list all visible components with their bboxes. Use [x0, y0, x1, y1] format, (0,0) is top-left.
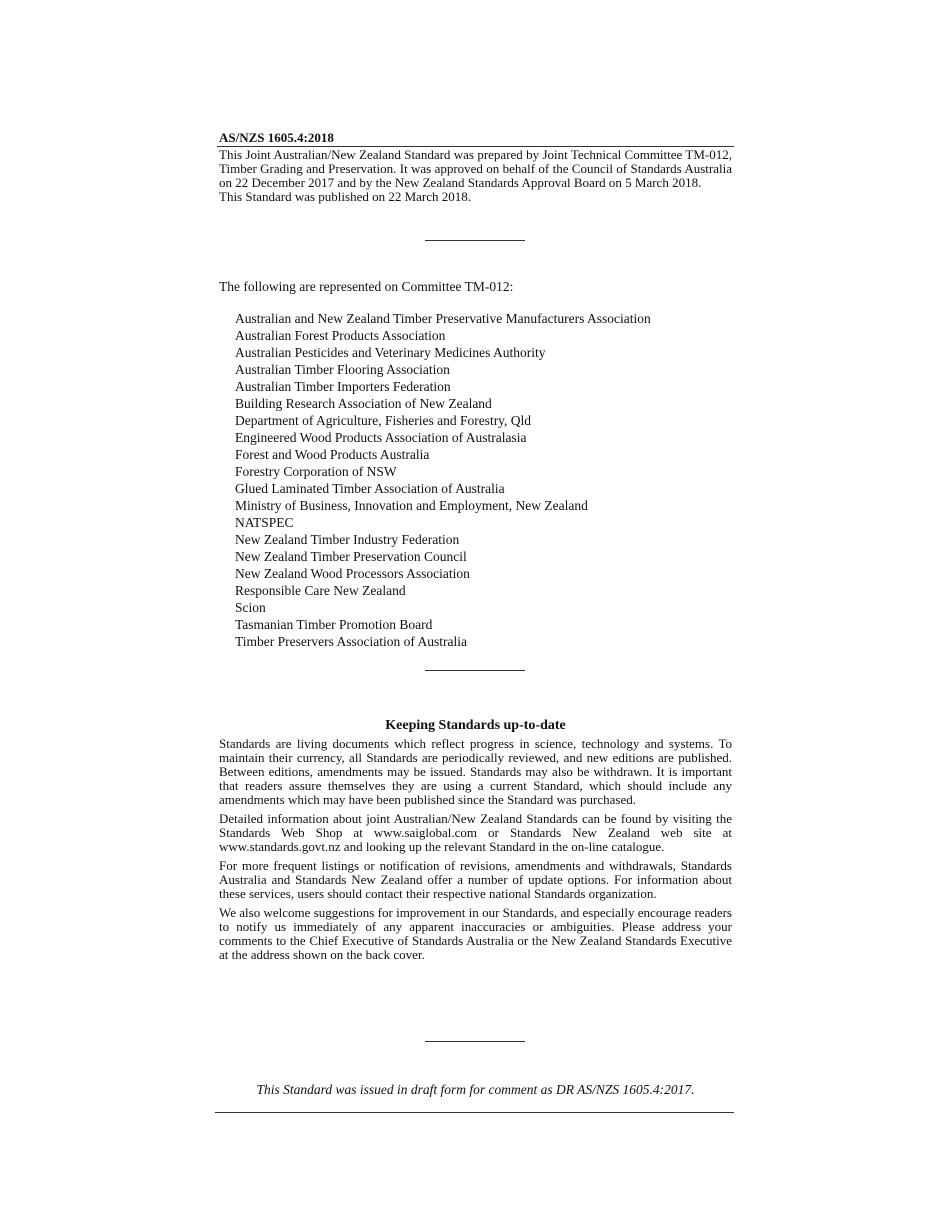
body-paragraph: We also welcome suggestions for improvement in our Standards, and especially encourage readers to notify us immediately of any apparent inaccuracies or ambiguities. Please address your comments to the Chief Executive of Standards Australia or the New Zealand Standards Executive at the address shown on the back cover.	[219, 905, 732, 962]
body-paragraph: Detailed information about joint Australian/New Zealand Standards can be found by visiting the Standards Web Shop at www.saiglobal.com or Standards New Zealand web site at www.standards.govt.nz and looking up the relevant Standard in the on-line catalogue.	[219, 811, 732, 854]
body-paragraph: Standards are living documents which reflect progress in science, technology and systems. To maintain their currency, all Standards are periodically reviewed, and new editions are published. Between editions, amendments may be issued. Standards may also be withdrawn. It is important that readers assure themselves they are using a current Standard, which should include any amendments which may have been published since the Standard was purchased.	[219, 736, 732, 807]
committee-member: Building Research Association of New Zealand	[235, 396, 492, 411]
committee-member: Ministry of Business, Innovation and Employment, New Zealand	[235, 498, 588, 513]
committee-member: NATSPEC	[235, 515, 294, 530]
committee-member: Timber Preservers Association of Australia	[235, 634, 467, 649]
section-heading: Keeping Standards up-to-date	[385, 718, 566, 733]
committee-member-list	[235, 310, 651, 650]
draft-note: This Standard was issued in draft form for comment as DR AS/NZS 1605.4:2017.	[256, 1082, 695, 1097]
committee-member: Engineered Wood Products Association of Australasia	[235, 430, 527, 445]
approval-paragraph: This Joint Australian/New Zealand Standard was prepared by Joint Technical Committee TM-012, Timber Grading and Preservation. It was approved on behalf of the Council of Standards Australia on 22 December 2017 and by the New Zealand Standards Approval Board on 5 March 2018.	[219, 147, 732, 190]
committee-member: New Zealand Timber Preservation Council	[235, 549, 467, 564]
committee-member: New Zealand Timber Industry Federation	[235, 532, 460, 547]
committee-member: Scion	[235, 600, 266, 615]
committee-member: Australian Forest Products Association	[235, 328, 446, 343]
committee-member: Forestry Corporation of NSW	[235, 464, 397, 479]
committee-member: Forest and Wood Products Australia	[235, 447, 430, 462]
committee-member: Australian and New Zealand Timber Preservative Manufacturers Association	[235, 311, 651, 326]
committee-member: Glued Laminated Timber Association of Australia	[235, 481, 505, 496]
body-paragraph: For more frequent listings or notification of revisions, amendments and withdrawals, Standards Australia and Standards New Zealand offer a number of update options. For information about these services, users should contact their respective national Standards organization.	[219, 858, 732, 901]
section-divider	[425, 1041, 525, 1042]
committee-member: New Zealand Wood Processors Association	[235, 566, 470, 581]
footer-rule	[215, 1112, 734, 1113]
committee-intro: The following are represented on Committee TM-012:	[219, 279, 514, 294]
section-divider	[425, 240, 525, 241]
document-id: AS/NZS 1605.4:2018	[219, 130, 334, 145]
committee-member: Australian Timber Flooring Association	[235, 362, 450, 377]
keeping-standards-body	[219, 737, 732, 967]
committee-member: Responsible Care New Zealand	[235, 583, 406, 598]
committee-member: Australian Timber Importers Federation	[235, 379, 451, 394]
committee-member: Australian Pesticides and Veterinary Medicines Authority	[235, 345, 546, 360]
preparation-statement	[219, 148, 732, 204]
section-divider	[425, 670, 525, 671]
committee-member: Tasmanian Timber Promotion Board	[235, 617, 433, 632]
committee-member: Department of Agriculture, Fisheries and Forestry, Qld	[235, 413, 532, 428]
publication-paragraph: This Standard was published on 22 March 2018.	[219, 189, 472, 204]
